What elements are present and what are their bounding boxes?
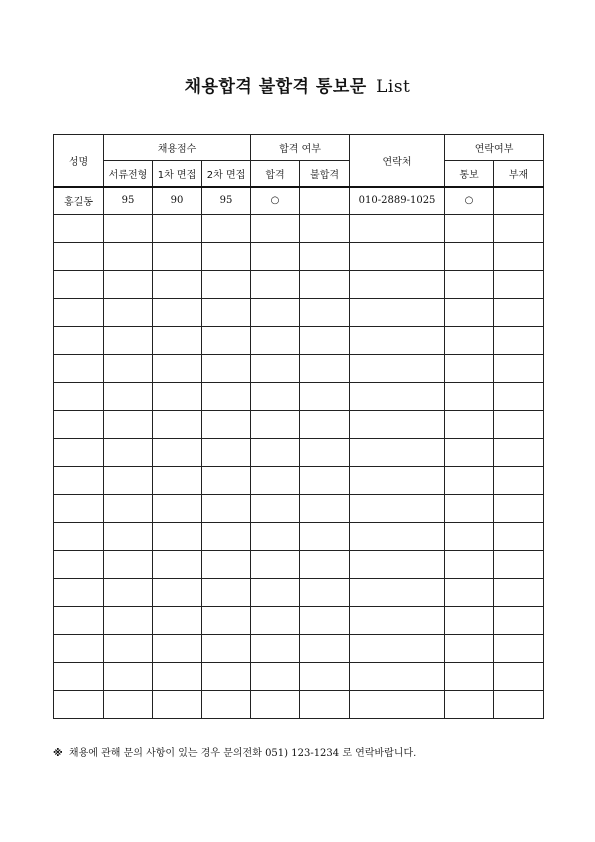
cell-pass bbox=[251, 579, 300, 607]
cell-interview-2 bbox=[202, 579, 251, 607]
cell-document-screening bbox=[104, 439, 153, 467]
cell-interview-1 bbox=[153, 243, 202, 271]
header-document-screening: 서류전형 bbox=[104, 161, 153, 187]
table-row bbox=[54, 467, 544, 495]
cell-pass bbox=[251, 467, 300, 495]
cell-interview-1 bbox=[153, 579, 202, 607]
cell-fail bbox=[300, 355, 350, 383]
cell-document-screening bbox=[104, 299, 153, 327]
cell-absent bbox=[494, 187, 544, 215]
cell-name bbox=[54, 327, 104, 355]
cell-name bbox=[54, 495, 104, 523]
cell-contact bbox=[350, 663, 445, 691]
table-row bbox=[54, 495, 544, 523]
cell-fail bbox=[300, 299, 350, 327]
cell-notified bbox=[445, 635, 494, 663]
cell-fail bbox=[300, 187, 350, 215]
footnote-text-before: 채용에 관해 문의 사항이 있는 경우 문의전화 bbox=[68, 748, 262, 759]
cell-fail bbox=[300, 523, 350, 551]
cell-contact bbox=[350, 467, 445, 495]
cell-absent bbox=[494, 299, 544, 327]
cell-interview-2 bbox=[202, 663, 251, 691]
cell-interview-2 bbox=[202, 215, 251, 243]
cell-absent bbox=[494, 467, 544, 495]
cell-name bbox=[54, 355, 104, 383]
cell-name bbox=[54, 579, 104, 607]
header-name: 성명 bbox=[54, 135, 104, 187]
cell-name bbox=[54, 243, 104, 271]
cell-pass bbox=[251, 607, 300, 635]
cell-name bbox=[54, 271, 104, 299]
cell-interview-2 bbox=[202, 327, 251, 355]
cell-interview-2 bbox=[202, 691, 251, 719]
table-row bbox=[54, 299, 544, 327]
header-fail: 불합격 bbox=[300, 161, 350, 187]
cell-contact bbox=[350, 607, 445, 635]
cell-absent bbox=[494, 355, 544, 383]
cell-interview-1 bbox=[153, 327, 202, 355]
cell-contact bbox=[350, 635, 445, 663]
cell-interview-1 bbox=[153, 495, 202, 523]
table-row bbox=[54, 439, 544, 467]
cell-absent bbox=[494, 411, 544, 439]
document-title bbox=[0, 72, 595, 97]
cell-contact bbox=[350, 411, 445, 439]
cell-notified bbox=[445, 215, 494, 243]
cell-name bbox=[54, 635, 104, 663]
cell-interview-1 bbox=[153, 467, 202, 495]
header-interview-2: 2차 면접 bbox=[202, 161, 251, 187]
cell-document-screening bbox=[104, 215, 153, 243]
cell-absent bbox=[494, 551, 544, 579]
cell-name bbox=[54, 551, 104, 579]
cell-contact bbox=[350, 243, 445, 271]
cell-pass bbox=[251, 243, 300, 271]
cell-contact bbox=[350, 327, 445, 355]
cell-pass bbox=[251, 215, 300, 243]
cell-interview-2 bbox=[202, 299, 251, 327]
table-row bbox=[54, 635, 544, 663]
cell-interview-1 bbox=[153, 215, 202, 243]
cell-absent bbox=[494, 691, 544, 719]
cell-notified bbox=[445, 551, 494, 579]
cell-notified bbox=[445, 691, 494, 719]
cell-interview-1 bbox=[153, 299, 202, 327]
cell-pass bbox=[251, 383, 300, 411]
cell-interview-1 bbox=[153, 355, 202, 383]
table-row bbox=[54, 243, 544, 271]
cell-notified bbox=[445, 411, 494, 439]
cell-interview-1 bbox=[153, 523, 202, 551]
cell-notified bbox=[445, 607, 494, 635]
cell-name bbox=[54, 607, 104, 635]
cell-absent bbox=[494, 271, 544, 299]
cell-name bbox=[54, 299, 104, 327]
cell-fail bbox=[300, 383, 350, 411]
table-row bbox=[54, 551, 544, 579]
cell-interview-1 bbox=[153, 411, 202, 439]
cell-document-screening bbox=[104, 523, 153, 551]
table-row bbox=[54, 383, 544, 411]
cell-document-screening bbox=[104, 495, 153, 523]
cell-interview-2 bbox=[202, 551, 251, 579]
footnote-text-after: 로 연락바랍니다. bbox=[342, 748, 417, 759]
cell-pass bbox=[251, 355, 300, 383]
cell-notified bbox=[445, 299, 494, 327]
cell-pass bbox=[251, 411, 300, 439]
header-row-top bbox=[54, 135, 544, 161]
cell-document-screening bbox=[104, 355, 153, 383]
table-row bbox=[54, 607, 544, 635]
cell-fail bbox=[300, 411, 350, 439]
header-interview-1: 1차 면접 bbox=[153, 161, 202, 187]
cell-contact bbox=[350, 355, 445, 383]
cell-name bbox=[54, 467, 104, 495]
cell-document-screening bbox=[104, 551, 153, 579]
cell-interview-1 bbox=[153, 271, 202, 299]
cell-pass bbox=[251, 327, 300, 355]
table-row bbox=[54, 215, 544, 243]
cell-interview-1: 90 bbox=[153, 187, 202, 215]
cell-document-screening bbox=[104, 243, 153, 271]
footnote bbox=[53, 744, 416, 759]
cell-absent bbox=[494, 523, 544, 551]
cell-absent bbox=[494, 327, 544, 355]
cell-contact bbox=[350, 495, 445, 523]
cell-fail bbox=[300, 271, 350, 299]
table-header bbox=[54, 135, 544, 187]
reference-mark-icon: ※ bbox=[53, 748, 63, 759]
cell-interview-2 bbox=[202, 411, 251, 439]
cell-contact bbox=[350, 383, 445, 411]
cell-pass bbox=[251, 663, 300, 691]
cell-pass: ○ bbox=[251, 187, 300, 215]
cell-fail bbox=[300, 243, 350, 271]
cell-interview-1 bbox=[153, 551, 202, 579]
table-row bbox=[54, 579, 544, 607]
cell-interview-1 bbox=[153, 607, 202, 635]
cell-notified bbox=[445, 383, 494, 411]
cell-notified bbox=[445, 327, 494, 355]
table-row bbox=[54, 663, 544, 691]
header-contact: 연락처 bbox=[350, 135, 445, 187]
cell-fail bbox=[300, 467, 350, 495]
cell-interview-2 bbox=[202, 467, 251, 495]
cell-document-screening bbox=[104, 327, 153, 355]
cell-fail bbox=[300, 495, 350, 523]
table-body bbox=[54, 187, 544, 719]
header-pass: 합격 bbox=[251, 161, 300, 187]
table-row bbox=[54, 187, 544, 215]
cell-fail bbox=[300, 579, 350, 607]
cell-interview-1 bbox=[153, 439, 202, 467]
cell-pass bbox=[251, 299, 300, 327]
cell-interview-1 bbox=[153, 691, 202, 719]
cell-fail bbox=[300, 663, 350, 691]
cell-absent bbox=[494, 579, 544, 607]
cell-absent bbox=[494, 635, 544, 663]
cell-pass bbox=[251, 439, 300, 467]
cell-fail bbox=[300, 551, 350, 579]
table-row bbox=[54, 523, 544, 551]
cell-fail bbox=[300, 327, 350, 355]
cell-absent bbox=[494, 495, 544, 523]
cell-contact bbox=[350, 215, 445, 243]
cell-contact bbox=[350, 691, 445, 719]
footnote-phone: 051) 123-1234 bbox=[265, 748, 340, 759]
cell-interview-2: 95 bbox=[202, 187, 251, 215]
cell-fail bbox=[300, 607, 350, 635]
cell-interview-2 bbox=[202, 523, 251, 551]
cell-notified bbox=[445, 495, 494, 523]
cell-absent bbox=[494, 383, 544, 411]
cell-fail bbox=[300, 635, 350, 663]
header-notice-group: 연락여부 bbox=[445, 135, 544, 161]
cell-pass bbox=[251, 271, 300, 299]
cell-notified bbox=[445, 467, 494, 495]
cell-interview-2 bbox=[202, 495, 251, 523]
header-row-sub bbox=[54, 161, 544, 187]
result-notice-table bbox=[53, 134, 544, 719]
cell-contact bbox=[350, 551, 445, 579]
cell-document-screening bbox=[104, 271, 153, 299]
header-pass-group: 합격 여부 bbox=[251, 135, 350, 161]
cell-contact bbox=[350, 271, 445, 299]
table-row bbox=[54, 355, 544, 383]
cell-notified bbox=[445, 355, 494, 383]
cell-contact bbox=[350, 579, 445, 607]
cell-document-screening bbox=[104, 607, 153, 635]
cell-name bbox=[54, 523, 104, 551]
cell-name bbox=[54, 663, 104, 691]
cell-name bbox=[54, 691, 104, 719]
cell-interview-2 bbox=[202, 607, 251, 635]
cell-interview-2 bbox=[202, 439, 251, 467]
cell-absent bbox=[494, 607, 544, 635]
cell-document-screening bbox=[104, 579, 153, 607]
table-row bbox=[54, 327, 544, 355]
cell-fail bbox=[300, 439, 350, 467]
cell-fail bbox=[300, 691, 350, 719]
table-row bbox=[54, 411, 544, 439]
table-row bbox=[54, 271, 544, 299]
cell-contact bbox=[350, 439, 445, 467]
cell-notified bbox=[445, 663, 494, 691]
cell-pass bbox=[251, 635, 300, 663]
cell-pass bbox=[251, 691, 300, 719]
cell-contact bbox=[350, 523, 445, 551]
cell-pass bbox=[251, 495, 300, 523]
cell-name bbox=[54, 439, 104, 467]
cell-interview-1 bbox=[153, 663, 202, 691]
cell-contact bbox=[350, 299, 445, 327]
cell-document-screening bbox=[104, 383, 153, 411]
cell-pass bbox=[251, 523, 300, 551]
cell-interview-2 bbox=[202, 355, 251, 383]
cell-fail bbox=[300, 215, 350, 243]
title-latin: List bbox=[376, 77, 411, 97]
cell-interview-1 bbox=[153, 383, 202, 411]
cell-name: 홍길동 bbox=[54, 187, 104, 215]
cell-name bbox=[54, 411, 104, 439]
cell-absent bbox=[494, 243, 544, 271]
cell-document-screening bbox=[104, 467, 153, 495]
cell-document-screening bbox=[104, 663, 153, 691]
cell-notified bbox=[445, 523, 494, 551]
cell-interview-2 bbox=[202, 271, 251, 299]
cell-notified: ○ bbox=[445, 187, 494, 215]
cell-name bbox=[54, 215, 104, 243]
cell-absent bbox=[494, 215, 544, 243]
cell-notified bbox=[445, 439, 494, 467]
cell-notified bbox=[445, 271, 494, 299]
cell-pass bbox=[251, 551, 300, 579]
cell-interview-2 bbox=[202, 635, 251, 663]
cell-document-screening bbox=[104, 411, 153, 439]
cell-name bbox=[54, 383, 104, 411]
cell-absent bbox=[494, 439, 544, 467]
cell-document-screening: 95 bbox=[104, 187, 153, 215]
cell-contact: 010-2889-1025 bbox=[350, 187, 445, 215]
cell-absent bbox=[494, 663, 544, 691]
header-scores-group: 채용점수 bbox=[104, 135, 251, 161]
cell-interview-2 bbox=[202, 243, 251, 271]
title-korean: 채용합격 불합격 통보문 bbox=[184, 77, 367, 97]
cell-document-screening bbox=[104, 691, 153, 719]
header-notified: 통보 bbox=[445, 161, 494, 187]
cell-notified bbox=[445, 579, 494, 607]
cell-interview-1 bbox=[153, 635, 202, 663]
cell-notified bbox=[445, 243, 494, 271]
header-absent: 부재 bbox=[494, 161, 544, 187]
table-row bbox=[54, 691, 544, 719]
cell-document-screening bbox=[104, 635, 153, 663]
cell-interview-2 bbox=[202, 383, 251, 411]
